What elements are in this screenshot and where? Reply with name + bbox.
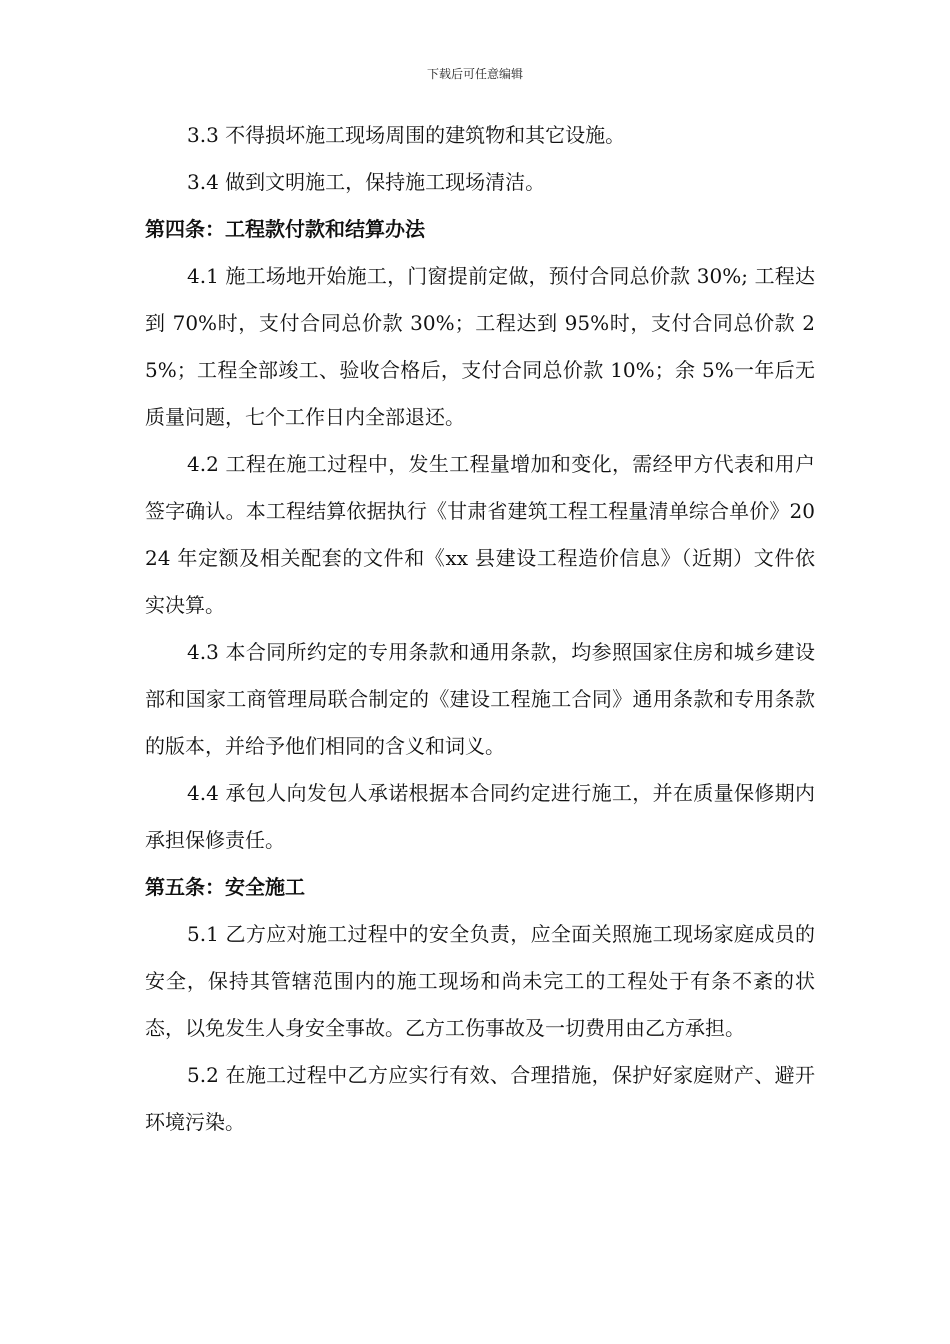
- document-body: [145, 112, 815, 1146]
- clause-4-3: 4.3 本合同所约定的专用条款和通用条款，均参照国家住房和城乡建设部和国家工商管理局联合制定的《建设工程施工合同》通用条款和专用条款的版本，并给予他们相同的含义和词义。: [145, 640, 815, 758]
- clause-3-3: 3.3 不得损坏施工现场周围的建筑物和其它设施。: [187, 123, 626, 147]
- clause-4-1: 4.1 施工场地开始施工，门窗提前定做，预付合同总价款 30%; 工程达到 70%时，支付合同总价款 30%；工程达到 95%时，支付合同总价款 25%；工程全部竣工、验收合格后，支付合同总价款 10%；余 5%一年后无质量问题，七个工作日内全部退还。: [145, 264, 815, 429]
- section-heading-article-4: 第四条：工程款付款和结算办法: [145, 217, 425, 241]
- clause-4-4: 4.4 承包人向发包人承诺根据本合同约定进行施工，并在质量保修期内承担保修责任。: [145, 781, 815, 852]
- page-header: 下载后可任意编辑: [426, 67, 523, 81]
- clause-5-2: 5.2 在施工过程中乙方应实行有效、合理措施，保护好家庭财产、避开环境污染。: [145, 1063, 815, 1134]
- clause-3-4: 3.4 做到文明施工，保持施工现场清洁。: [187, 170, 546, 194]
- section-heading-article-5: 第五条：安全施工: [145, 875, 305, 899]
- clause-5-1: 5.1 乙方应对施工过程中的安全负责，应全面关照施工现场家庭成员的安全，保持其管辖范围内的施工现场和尚未完工的工程处于有条不紊的状态，以免发生人身安全事故。乙方工伤事故及一切费用由乙方承担。: [145, 922, 815, 1040]
- clause-4-2: 4.2 工程在施工过程中，发生工程量增加和变化，需经甲方代表和用户签字确认。本工程结算依据执行《甘肃省建筑工程工程量清单综合单价》2024 年定额及相关配套的文件和《xx 县建设工程造价信息》（近期）文件依实决算。: [145, 452, 815, 617]
